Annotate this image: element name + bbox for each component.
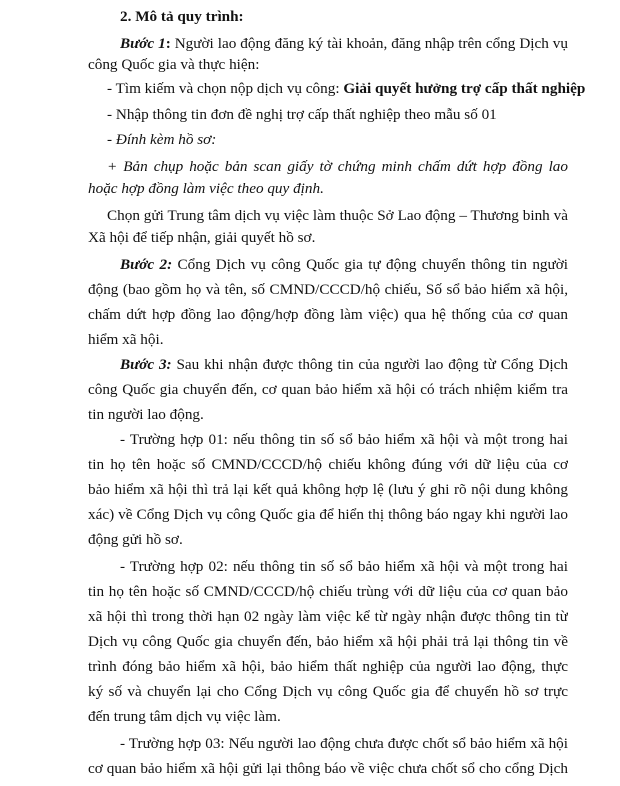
case3-line1: - Trường hợp 03: Nếu người lao động chưa được chốt sổ bảo hiểm xã hội xyxy=(120,735,568,752)
step3-text: Sau khi nhận được thông tin của người lao động từ Cổng Dịch xyxy=(176,356,568,373)
step2-line2: động (bao gồm họ và tên, số CMND/CCCD/hộ chiếu, Số sổ bảo hiểm xã hội, xyxy=(88,281,568,298)
step2-line3: chấm dứt hợp đồng lao động/hợp đồng làm việc) qua hệ thống của cơ quan xyxy=(88,306,568,323)
step1-line2: công Quốc gia và thực hiện: xyxy=(88,56,260,73)
case2-line2: tin họ tên hoặc số CMND/CCCD/hộ chiếu trùng với dữ liệu của cơ quan bảo xyxy=(88,583,568,600)
case2-line6: ký số và chuyển lại cho Cổng Dịch vụ công Quốc gia để chuyển hồ sơ trực xyxy=(88,683,568,700)
step3-line1 xyxy=(120,356,568,374)
case2-line7: đến trung tâm dịch vụ việc làm. xyxy=(88,708,281,725)
step3-label: Bước 3: xyxy=(120,356,172,373)
service-name: Giải quyết hưởng trợ cấp thất nghiệp xyxy=(343,80,586,97)
step1-line1 xyxy=(120,35,568,53)
document-page xyxy=(88,0,586,786)
case1-line5: động gửi hồ sơ. xyxy=(88,531,183,548)
choose-center-line2: Xã hội để tiếp nhận, giải quyết hồ sơ. xyxy=(88,229,316,246)
case2-line3: xã hội thì trong thời hạn 02 ngày làm việc kể từ ngày nhận được thông tin từ xyxy=(88,608,568,625)
choose-center-line1: Chọn gửi Trung tâm dịch vụ việc làm thuộc Sở Lao động – Thương binh và xyxy=(107,207,568,224)
step2-line4: hiểm xã hội. xyxy=(88,331,164,348)
case2-line4: Dịch vụ công Quốc gia chuyển đến, bảo hiểm xã hội phải trả lại thông tin về xyxy=(88,633,568,650)
bullet-search-service xyxy=(107,80,585,98)
case1-line4: xác) về Cổng Dịch vụ công Quốc gia để hiển thị thông báo ngay khi người lao xyxy=(88,506,568,523)
step2-line1 xyxy=(120,256,568,274)
step3-line2: công Quốc gia chuyển đến, cơ quan bảo hiểm xã hội có trách nhiệm kiểm tra xyxy=(88,381,568,398)
attach-heading: - Đính kèm hồ sơ: xyxy=(107,131,217,148)
bullet-enter-form: - Nhập thông tin đơn đề nghị trợ cấp thất nghiệp theo mẫu số 01 xyxy=(107,106,497,123)
section-heading: 2. Mô tả quy trình: xyxy=(120,8,244,25)
case1-line2: tin họ tên hoặc số CMND/CCCD/hộ chiếu không đúng với dữ liệu của cơ xyxy=(88,456,568,473)
bullet1-prefix: - Tìm kiếm và chọn nộp dịch vụ công: xyxy=(107,80,344,97)
step2-text: Cổng Dịch vụ công Quốc gia tự động chuyển thông tin người xyxy=(177,256,568,273)
attach-line1: + Bản chụp hoặc bản scan giấy tờ chứng minh chấm dứt hợp đồng lao xyxy=(107,158,568,175)
case1-line1: - Trường hợp 01: nếu thông tin số sổ bảo hiểm xã hội và một trong hai xyxy=(120,431,568,448)
case2-line1: - Trường hợp 02: nếu thông tin số sổ bảo hiểm xã hội và một trong hai xyxy=(120,558,568,575)
step1-colon: : xyxy=(165,35,171,52)
step2-label: Bước 2: xyxy=(120,256,173,273)
case2-line5: trình đóng bảo hiểm xã hội, bảo hiểm thất nghiệp của người lao động, thực xyxy=(88,658,568,675)
case1-line3: bảo hiểm xã hội thì trả lại kết quả không hợp lệ (lưu ý ghi rõ nội dung không xyxy=(88,481,568,498)
attach-line2: hoặc hợp đồng làm việc theo quy định. xyxy=(88,180,324,197)
case3-line2: cơ quan bảo hiểm xã hội gửi lại thông báo về việc chưa chốt sổ cho cổng Dịch xyxy=(88,760,568,777)
step3-line3: tin người lao động. xyxy=(88,406,204,423)
step1-text: Người lao động đăng ký tài khoản, đăng nhập trên cổng Dịch vụ xyxy=(170,35,568,52)
step1-label: Bước 1 xyxy=(120,35,166,52)
